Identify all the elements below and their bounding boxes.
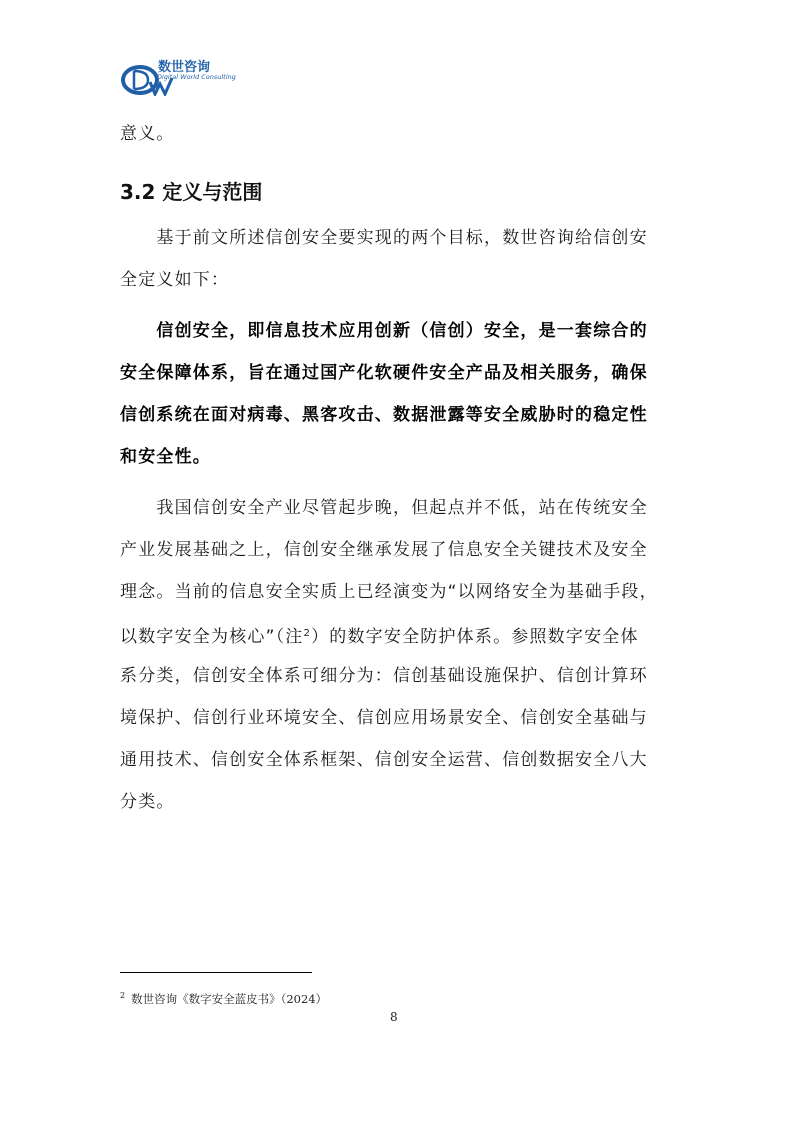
page-number: 8 bbox=[390, 1010, 398, 1024]
body-line-8: 分类。 bbox=[120, 792, 175, 812]
body-line-4 bbox=[120, 624, 680, 647]
carry-over-text: 意义。 bbox=[120, 124, 175, 144]
body-line-7: 通用技术、信创安全体系框架、信创安全运营、信创数据安全八大 bbox=[120, 750, 648, 770]
definition-line-1: 信创安全，即信息技术应用创新（信创）安全，是一套综合的 bbox=[120, 321, 648, 341]
logo-name-en: Digital World Consulting bbox=[157, 73, 236, 81]
intro-line-1: 基于前文所述信创安全要实现的两个目标，数世咨询给信创安 bbox=[120, 228, 648, 248]
footnote-divider bbox=[120, 972, 312, 973]
definition-line-3: 信创系统在面对病毒、黑客攻击、数据泄露等安全威胁时的稳定性 bbox=[120, 405, 648, 425]
body-line-5: 系分类，信创安全体系可细分为：信创基础设施保护、信创计算环 bbox=[120, 666, 648, 686]
footnote bbox=[120, 991, 327, 1007]
footnote-marker: 2 bbox=[120, 991, 126, 1001]
intro-line-2: 全定义如下： bbox=[120, 270, 230, 290]
section-heading: 3.2 定义与范围 bbox=[120, 180, 263, 204]
body-line-3: 理念。当前的信息安全实质上已经演变为“以网络安全为基础手段， bbox=[120, 582, 658, 602]
footnote-ref: 2 bbox=[303, 628, 312, 639]
definition-line-2: 安全保障体系，旨在通过国产化软硬件安全产品及相关服务，确保 bbox=[120, 363, 648, 383]
body-line-2: 产业发展基础之上，信创安全继承发展了信息安全关键技术及安全 bbox=[120, 540, 648, 560]
body-line-6: 境保护、信创行业环境安全、信创应用场景安全、信创安全基础与 bbox=[120, 708, 648, 728]
logo-name-cn: 数世咨询 bbox=[158, 60, 211, 75]
body-line-4-start: 以数字安全为核心”（注 bbox=[120, 627, 304, 647]
definition-line-4: 和安全性。 bbox=[120, 447, 211, 467]
body-line-1: 我国信创安全产业尽管起步晚，但起点并不低，站在传统安全 bbox=[120, 498, 648, 518]
body-line-4-end: ）的数字安全防护体系。参照数字安全体 bbox=[311, 627, 639, 647]
footnote-text: 数世咨询《数字安全蓝皮书》（2024） bbox=[131, 992, 328, 1006]
